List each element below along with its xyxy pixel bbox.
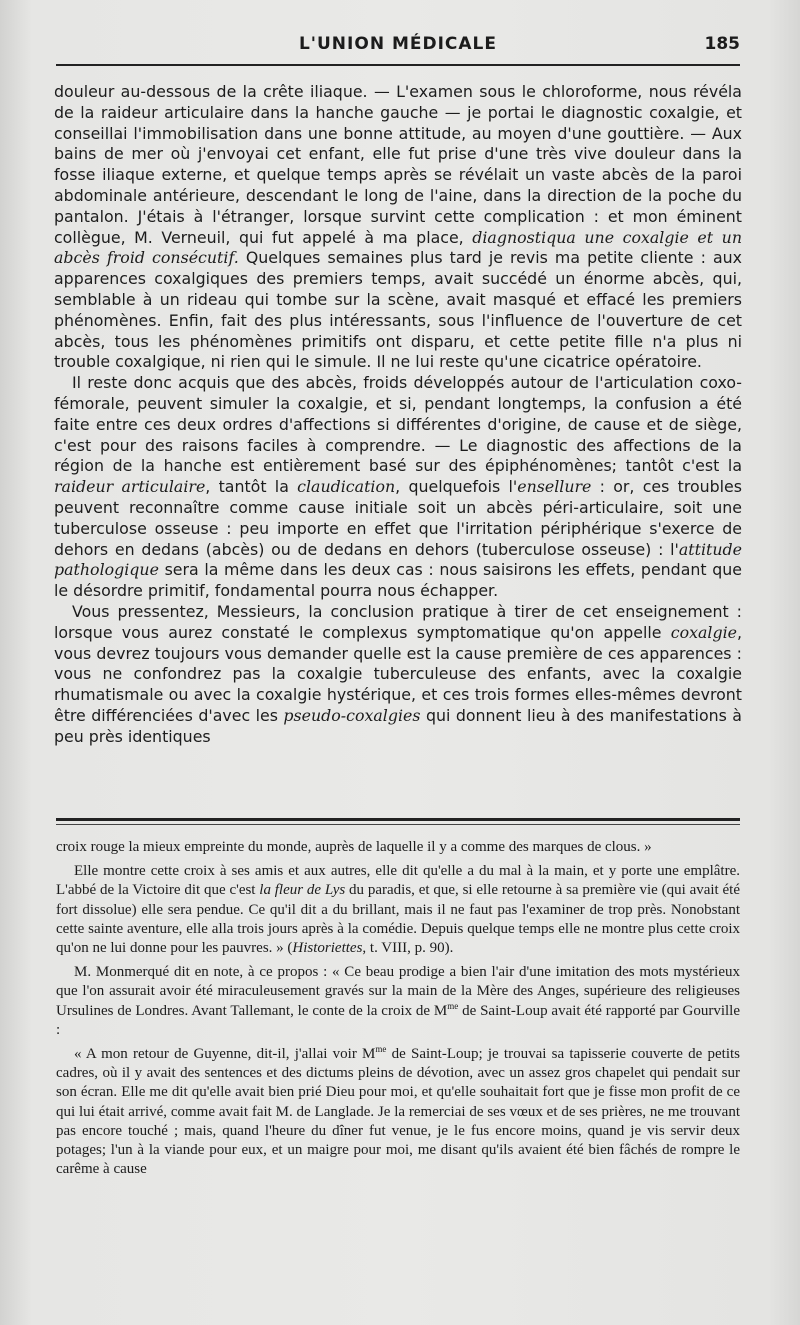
- text-run: Il reste donc acquis que des abcès, froids développés autour de l'articulation coxo-fémorale, peuvent simuler la coxalgie, et si, pendant longtemps, la confusion a été faite entre ces deux ordres d'affections si différentes d'origine, de cause et de siège, c'est pour des raisons faciles à comprendre. — Le diagnostic des affections de la région de la hanche est entièrement basé sur des épiphénomènes; tantôt c'est la: [54, 373, 742, 476]
- paragraph-2: [54, 373, 742, 602]
- note-3: [56, 963, 740, 1040]
- page-number: 185: [704, 34, 740, 54]
- footnote-separator-thin: [56, 824, 740, 825]
- text-run: sera la même dans les deux cas : nous saisirons les effets, pendant que le désordre primitif, fondamental pourra nous échapper.: [54, 560, 742, 601]
- italic-run: coxalgie: [670, 622, 737, 642]
- footnotes: [56, 838, 740, 1184]
- text-run: , tantôt la: [205, 477, 298, 497]
- text-run: : or, ces troubles peuvent reconnaître comme cause initiale soit un abcès péri-articulaire, soit une tuberculose osseuse : peu importe en effet que l'irritation périphérique s'exerce de dehors en dedans (abcès) ou de dedans en dehors (tuberculose osseuse) : l': [54, 477, 743, 559]
- superscript: me: [447, 1000, 459, 1011]
- running-title: L'UNION MÉDICALE: [298, 34, 498, 54]
- text-run: qui donnent lieu à des manifestations à peu près identiques: [54, 705, 742, 746]
- text-run: Elle montre cette croix à ses amis et aux autres, elle dit qu'elle a du mal à la main, et y porte une emplâtre. L'abbé de la Victoire dit que c'est: [56, 863, 740, 899]
- text-run: du paradis, et que, si elle retourne à sa première vie (qui avait été fort dissolue) elle sera pendue. Ce qu'il dit a du brillant, mais il ne faut pas l'examiner de trop près. Nonobstant cette sainte aventure, elle alla trois jours après à la comédie. Depuis quelque temps elle ne montre plus cette croix qu'on ne lui donne pour les pauvres. » (: [56, 882, 741, 957]
- text-run: douleur au-dessous de la crête iliaque. — L'examen sous le chloroforme, nous révéla de la raideur articulaire dans la hanche gauche — je portai le diagnostic coxalgie, et conseillai l'immobilisation dans une bonne attitude, au moyen d'une gouttière. — Aux bains de mer où j'envoyai cet enfant, elle fut prise d'une très vive douleur dans la fosse iliaque externe, et quelque temps après se révélait un vaste abcès de la paroi abdominale antérieure, descendant le long de l'aine, dans la direction de la poche du pantalon. J'étais à l'étranger, lorsque survint cette complication : et mon éminent collègue, M. Verneuil, qui fut appelé à ma place,: [54, 82, 742, 247]
- italic-run: Historiettes: [292, 940, 363, 957]
- header-rule: [56, 64, 740, 66]
- text-run: , t. VIII, p. 90).: [362, 940, 454, 957]
- text-run: , vous devrez toujours vous demander quelle est la cause première de ces apparences : vous ne confondrez pas la coxalgie tuberculeuse des enfants, avec la coxalgie rhumatismale ou avec la coxalgie hystérique, et ces trois formes elles-mêmes devront être différenciées d'avec les: [54, 622, 742, 725]
- footnote-separator-thick: [56, 818, 740, 821]
- text-run: M. Monmerqué dit en note, à ce propos : « Ce beau prodige a bien l'air d'une imitation des mots mystérieux que l'on assurait avoir été miraculeusement gravés sur la main de la Mère des Anges, supérieure des religieuses Ursulines de Londres. Avant Tallemant, le conte de la croix de M: [56, 964, 740, 1019]
- note-2: [56, 862, 740, 958]
- page-header: [56, 30, 740, 60]
- text-run: Vous pressentez, Messieurs, la conclusion pratique à tirer de cet enseignement : lorsque vous aurez constaté le complexus symptomatique qu'on appelle: [54, 601, 742, 642]
- text-run: de Saint-Loup; je trouvai sa tapisserie couverte de petits cadres, où il y avait des sentences et des dictums pleins de dévotion, avec un assez gros chapelet qui pendait sur son écran. Elle me dit qu'elle avait bien prié Dieu pour moi, et qu'elle souhaitait fort que je fisse mon profit de ce qui lui était arrivé, comme avait fait M. de Langlade. Je la remerciai de ses vœux et de ses prières, ne me trouvant pas encore touché ; mais, quand l'heure du dîner fut venue, je le fus encore moins, quand je vis servir deux potages; l'un à la viande pour eux, et un maigre pour moi, me disant qu'ils avaient été bien fâchés de rompre le carême à cause: [56, 1046, 740, 1178]
- italic-run: diagnostiqua une coxalgie et un abcès froid consécutif.: [54, 227, 742, 268]
- paragraph-3: [54, 602, 742, 748]
- text-run: « A mon retour de Guyenne, dit-il, j'allai voir M: [74, 1046, 376, 1063]
- text-run: de Saint-Loup avait été rapporté par Gourville :: [56, 1002, 740, 1038]
- text-run: , quelquefois l': [395, 477, 518, 497]
- note-4: [56, 1045, 740, 1179]
- italic-run: pseudo-coxalgies: [283, 705, 421, 725]
- superscript: me: [375, 1044, 387, 1055]
- text-run: Quelques semaines plus tard je revis ma petite cliente : aux apparences coxalgiques des premiers temps, avait succédé un énorme abcès, qui, semblable à un rideau qui tombe sur la scène, avait masqué et effacé les premiers phénomènes. Enfin, fait des plus intéressants, sous l'influence de l'ouverture de cet abcès, tous les phénomènes primitifs ont disparu, et cette petite fille n'a plus ni trouble coxalgique, ni rien qui le simule. Il ne lui reste qu'une cicatrice opératoire.: [54, 248, 743, 372]
- paragraph-1: [54, 82, 742, 373]
- italic-run: ensellure: [517, 477, 592, 497]
- note-1: croix rouge la mieux empreinte du monde, auprès de laquelle il y a comme des marques de clous. »: [56, 839, 652, 855]
- italic-run: attitude pathologique: [54, 539, 742, 580]
- main-text: [54, 82, 742, 748]
- italic-run: la fleur de Lys: [259, 882, 346, 899]
- italic-run: claudication: [297, 477, 396, 497]
- italic-run: raideur articulaire: [54, 477, 206, 497]
